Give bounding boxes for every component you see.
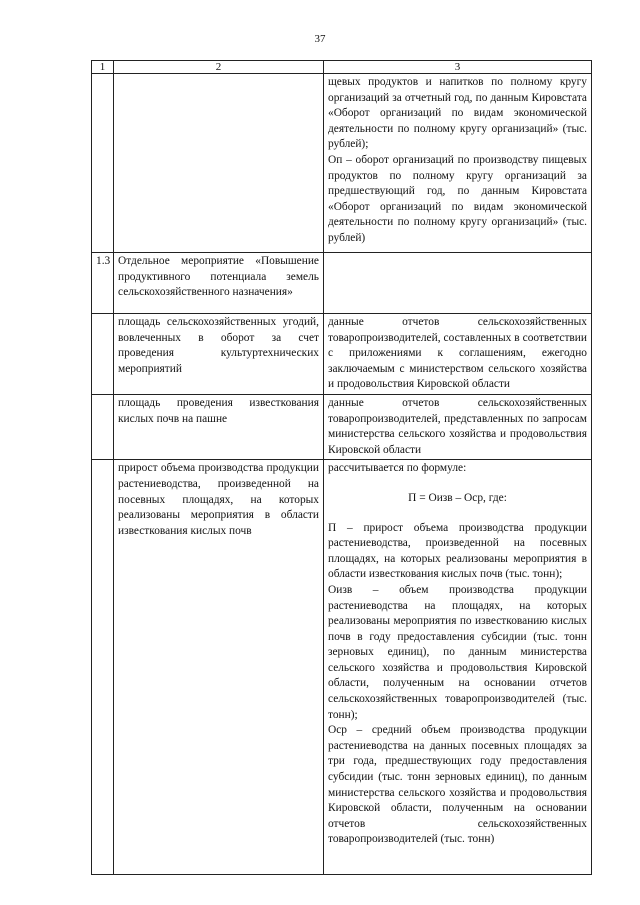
method-paragraph: Оср – средний объем производства продукции растениеводства на данных посевных площадях за три года, предшествующих году предоставления субсидии (тыс. тонн зерновых единиц), по данным министерства сельского хозяйства и продовольствия Кировской области, полученным на основании отчетов сельскохозяйственных товаропроизводителей (тыс. тонн) <box>328 724 587 846</box>
table-row <box>92 394 592 459</box>
calculation-method <box>324 74 592 253</box>
table-row <box>92 314 592 395</box>
indicator-name: площадь проведения известкования кислых почв на пашне <box>114 394 324 459</box>
calculation-method <box>324 394 592 459</box>
table-row <box>92 74 592 253</box>
method-intro: рассчитывается по формуле: <box>328 462 467 475</box>
indicator-name: площадь сельскохозяйственных угодий, вовлеченных в оборот за счет проведения культуртехнических мероприятий <box>114 314 324 395</box>
calculation-method <box>324 460 592 875</box>
row-number <box>92 74 114 253</box>
method-paragraph: данные отчетов сельскохозяйственных товаропроизводителей, составленных в соответствии с приложениями к соглашениям, ежегодно заключаемым с министерством сельского хозяйства и продовольствия Кировской области <box>328 316 587 391</box>
page-number: 37 <box>314 33 326 45</box>
indicator-name <box>114 74 324 253</box>
method-paragraph: Оизв – объем производства продукции растениеводства на площадях, на которых реализованы мероприятия по известкованию кислых почв в году предоставления субсидии (тыс. тонн зерновых единиц), по данным министерства сельского хозяйства и продовольствия Кировской области, полученным на основании отчетов сельскохозяйственных товаропроизводителей (тыс. тонн); <box>328 583 587 721</box>
measure-title: Отдельное мероприятие «Повышение продуктивного потенциала земель сельскохозяйственного назначения» <box>114 253 324 314</box>
method-paragraph: П – прирост объема производства продукции растениеводства, произведенной на посевных площадях, на которых реализованы мероприятия в области известкования кислых почв (тыс. тонн); <box>328 521 587 581</box>
indicator-name: прирост объема производства продукции растениеводства, произведенной на посевных площадях, на которых реализованы мероприятия в области известкования кислых почв <box>114 460 324 875</box>
table-header-row <box>92 61 592 74</box>
table-row <box>92 460 592 875</box>
header-col-1: 1 <box>92 61 114 74</box>
calculation-method <box>324 253 592 314</box>
row-number <box>92 460 114 875</box>
method-paragraph: данные отчетов сельскохозяйственных товаропроизводителей, представленных по запросам министерства сельского хозяйства и продовольствия Кировской области <box>328 396 587 456</box>
method-paragraph: Оп – оборот организаций по производству пищевых продуктов по полному кругу организаций за предшествующий год, по данным Кировстата «Оборот организаций по видам экономической деятельности по полному кругу организаций» (тыс. рублей) <box>328 153 587 244</box>
row-number <box>92 314 114 395</box>
table-row <box>92 253 592 314</box>
method-paragraph: щевых продуктов и напитков по полному кругу организаций за отчетный год, по данным Кировстата «Оборот организаций по видам экономической деятельности по полному кругу организаций» (тыс. рублей); <box>328 76 587 151</box>
header-col-2: 2 <box>114 61 324 74</box>
row-number: 1.3 <box>92 253 114 314</box>
header-col-3: 3 <box>324 61 592 74</box>
row-number <box>92 394 114 459</box>
formula: П = Оизв – Оср, где: <box>408 491 507 504</box>
calculation-method <box>324 314 592 395</box>
indicator-table <box>91 60 592 875</box>
